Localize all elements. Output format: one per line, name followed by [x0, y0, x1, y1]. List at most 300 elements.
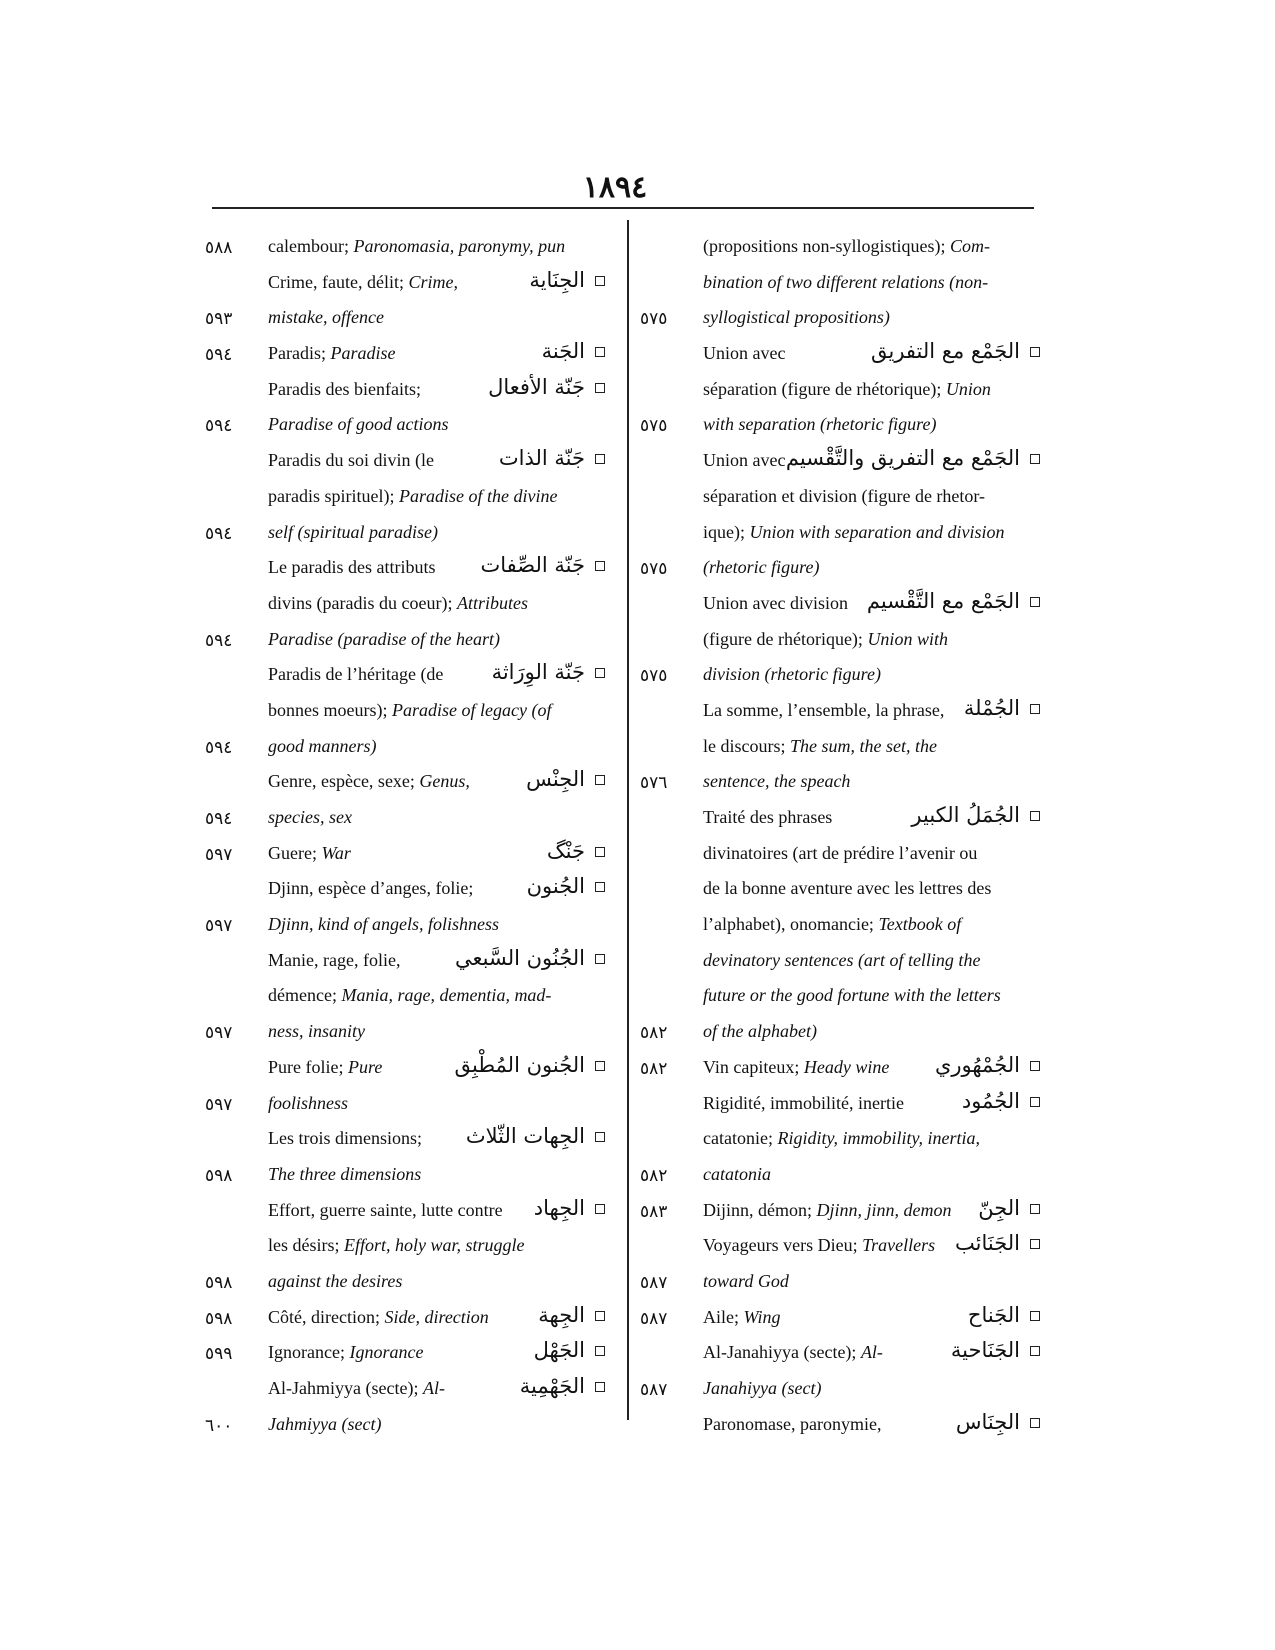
arabic-term-text: الجِهاد — [533, 1195, 585, 1220]
english-definition: catatonia — [703, 1163, 771, 1184]
entry-text — [268, 664, 443, 685]
french-definition: Dijinn, démon; — [703, 1199, 817, 1220]
entry-text — [703, 843, 977, 864]
entry-text — [268, 414, 449, 435]
column-divider — [627, 220, 629, 1420]
english-definition: Djinn, jinn, demon — [816, 1199, 952, 1220]
entry-line — [205, 1265, 615, 1301]
arabic-term — [955, 1231, 1040, 1255]
english-definition: Union with — [867, 628, 948, 649]
entry-line — [640, 480, 1040, 516]
entry-line — [640, 1372, 1040, 1408]
french-definition: séparation (figure de rhétorique); — [703, 378, 946, 399]
entry-text — [703, 1307, 781, 1328]
french-definition: Paradis; — [268, 343, 331, 364]
french-definition: Union avec division — [703, 592, 848, 613]
french-definition: Ignorance; — [268, 1342, 350, 1363]
page-reference: ٥٩٤ — [205, 523, 233, 544]
entry-line — [640, 1051, 1040, 1087]
french-definition: Genre, espèce, sexe; — [268, 771, 420, 792]
entry-line — [640, 730, 1040, 766]
french-definition: Rigidité, immobilité, inertie — [703, 1092, 904, 1113]
french-definition: les désirs; — [268, 1235, 344, 1256]
entry-bullet-icon — [1030, 1346, 1040, 1356]
entry-line — [205, 444, 615, 480]
entry-line — [205, 694, 615, 730]
entry-bullet-icon — [1030, 347, 1040, 357]
english-definition: ness, insanity — [268, 1021, 365, 1042]
french-definition: Paronomase, paronymie, — [703, 1413, 882, 1434]
entry-text — [268, 1307, 489, 1328]
french-definition: séparation et division (figure de rhetor- — [703, 485, 986, 506]
entry-bullet-icon — [595, 1061, 605, 1071]
english-definition: Al- — [860, 1342, 883, 1363]
arabic-term-text: الجِنَاية — [529, 267, 585, 292]
entry-line — [640, 516, 1040, 552]
right-column — [640, 230, 1040, 1443]
entry-text — [703, 914, 961, 935]
arabic-term — [492, 660, 605, 684]
arabic-term-text: الجَنَاحية — [950, 1338, 1020, 1363]
french-definition: Pure folie; — [268, 1056, 348, 1077]
english-definition: Com- — [950, 236, 990, 256]
entry-text — [703, 1414, 881, 1435]
entry-text — [268, 950, 400, 971]
entry-text — [268, 557, 435, 578]
french-definition: Paradis de l’héritage (de — [268, 664, 444, 685]
entry-line — [640, 266, 1040, 302]
french-definition: Le paradis des attributs — [268, 557, 436, 578]
arabic-term — [481, 553, 606, 577]
entry-text — [268, 343, 396, 364]
entry-text — [703, 807, 832, 828]
french-definition: ique); — [703, 521, 750, 542]
arabic-term — [520, 1374, 605, 1398]
entry-line — [640, 587, 1040, 623]
page-reference: ٥٩٨ — [205, 1165, 233, 1186]
entry-text — [703, 1271, 789, 1292]
arabic-term-text: الجِنَاس — [955, 1409, 1020, 1434]
entry-text — [268, 1414, 381, 1435]
english-definition: Djinn, kind of angels, folishness — [268, 914, 499, 935]
entry-text — [268, 272, 458, 293]
arabic-term — [534, 1338, 605, 1362]
french-definition: Côté, direction; — [268, 1306, 385, 1327]
english-definition: against the desires — [268, 1270, 403, 1291]
english-definition: Side, direction — [384, 1306, 489, 1327]
entry-line — [640, 1158, 1040, 1194]
page-reference: ٥٨٣ — [640, 1201, 668, 1222]
french-definition: Paradis des bienfaits; — [268, 378, 421, 399]
entry-text — [703, 1128, 980, 1149]
arabic-term — [956, 1410, 1040, 1434]
entry-line — [205, 730, 615, 766]
entry-line — [205, 1051, 615, 1087]
page-reference: ٥٩٤ — [205, 809, 233, 829]
page-reference: ٥٧٥ — [640, 559, 668, 580]
english-definition: Union with separation and division — [749, 521, 1005, 542]
entry-bullet-icon — [1030, 1097, 1040, 1107]
arabic-term-text: الجِنّ — [978, 1195, 1020, 1220]
arabic-term-text: الجَمْع مع التفريق — [870, 339, 1020, 364]
english-definition: Crime, — [408, 271, 458, 292]
english-definition: of the alphabet) — [703, 1021, 817, 1042]
entry-text — [268, 1164, 421, 1185]
page-reference: ٥٩٤ — [205, 737, 233, 758]
arabic-term-text: الجِهات الثّلاث — [465, 1124, 585, 1149]
entry-line — [640, 1194, 1040, 1230]
entry-line — [205, 1229, 615, 1265]
english-definition: Paradise of the divine — [398, 485, 558, 506]
arabic-term — [499, 446, 605, 470]
french-definition: Traité des phrases — [703, 807, 833, 827]
english-definition: Jahmiyya (sect) — [268, 1413, 382, 1434]
arabic-term — [542, 339, 605, 363]
page-reference: ٥٨٢ — [640, 1165, 668, 1186]
entry-text — [703, 272, 988, 293]
english-definition: Heady wine — [803, 1056, 890, 1077]
page-reference: ٥٧٥ — [640, 666, 668, 687]
english-definition: devinatory sentences (art of telling the — [703, 949, 981, 970]
entry-line — [640, 1408, 1040, 1444]
entry-text — [703, 1021, 817, 1042]
english-definition: Mania, rage, dementia, mad- — [341, 985, 552, 1006]
entry-line — [640, 301, 1040, 337]
entry-text — [703, 379, 991, 400]
arabic-term — [526, 767, 605, 791]
entry-line — [640, 694, 1040, 730]
english-definition: War — [321, 842, 351, 863]
entry-text — [703, 1342, 883, 1363]
arabic-term-text: الجَهْل — [533, 1338, 585, 1363]
english-definition: self (spiritual paradise) — [268, 521, 438, 542]
english-definition: Paronomasia, paronymy, pun — [353, 236, 566, 256]
arabic-term — [455, 946, 605, 970]
arabic-term-text: الجُنُون السَّبعي — [454, 945, 585, 970]
entry-bullet-icon — [595, 1204, 605, 1214]
french-definition: La somme, l’ensemble, la phrase, — [703, 699, 945, 720]
french-definition: Vin capiteux; — [703, 1056, 804, 1077]
arabic-term-text: جَنّة الوِرَاثة — [491, 660, 585, 685]
page-reference: ٥٨٨ — [205, 238, 233, 258]
entry-text — [268, 1021, 365, 1042]
entry-line — [205, 266, 615, 302]
french-definition: Al-Janahiyya (secte); — [703, 1342, 861, 1363]
arabic-term-text: جَنّة الذات — [498, 446, 585, 471]
page-reference: ٥٧٦ — [640, 773, 668, 794]
entry-text — [703, 1057, 889, 1078]
arabic-term — [968, 1303, 1040, 1327]
arabic-term — [867, 589, 1040, 613]
entry-bullet-icon — [595, 847, 605, 857]
english-definition: Paradise (paradise of the heart) — [268, 628, 500, 649]
entry-bullet-icon — [595, 1382, 605, 1392]
entry-bullet-icon — [1030, 1239, 1040, 1249]
entry-text — [703, 486, 985, 507]
arabic-term-text: الجِنْس — [526, 767, 585, 792]
entry-bullet-icon — [595, 1346, 605, 1356]
french-definition: paradis spirituel); — [268, 485, 399, 506]
entry-bullet-icon — [1030, 811, 1040, 821]
arabic-term — [911, 803, 1040, 827]
arabic-term-text: الجَناح — [967, 1302, 1020, 1327]
entry-text — [268, 629, 500, 650]
english-definition: Janahiyya (sect) — [703, 1378, 822, 1398]
entry-line — [640, 1265, 1040, 1301]
entry-text — [268, 236, 565, 257]
english-definition: (rhetoric figure) — [703, 557, 820, 578]
arabic-term — [951, 1338, 1040, 1362]
entry-line — [640, 444, 1040, 480]
arabic-term-text: الجُمْلة — [963, 695, 1020, 720]
page-reference: ٥٨٧ — [640, 1380, 668, 1400]
english-definition: Effort, holy war, struggle — [344, 1235, 525, 1256]
entry-text — [703, 1093, 904, 1114]
french-definition: Manie, rage, folie, — [268, 949, 401, 970]
english-definition: Ignorance — [349, 1342, 424, 1363]
entry-line — [205, 623, 615, 659]
arabic-term-text: جَنّة الصِّفات — [480, 553, 585, 578]
arabic-term — [978, 1196, 1040, 1220]
entry-line — [205, 408, 615, 444]
page-reference: ٥٩٤ — [205, 345, 233, 366]
entry-text — [268, 843, 351, 864]
arabic-term — [466, 1124, 605, 1148]
entry-text — [703, 985, 1001, 1006]
entry-line — [205, 587, 615, 623]
entry-bullet-icon — [595, 882, 605, 892]
entry-line — [205, 373, 615, 409]
entry-line — [640, 1301, 1040, 1337]
entry-line — [640, 1336, 1040, 1372]
entry-line — [640, 872, 1040, 908]
entry-text — [703, 700, 944, 721]
french-definition: Djinn, espèce d’anges, folie; — [268, 878, 474, 899]
entry-text — [268, 1271, 402, 1292]
entry-text — [703, 414, 937, 435]
entry-line — [640, 230, 1040, 266]
english-definition: Pure — [347, 1056, 383, 1077]
entry-text — [268, 1378, 445, 1399]
english-definition: Attributes — [456, 592, 528, 613]
english-definition: Rigidity, immobility, inertia, — [777, 1128, 980, 1149]
english-definition: Paradise — [330, 343, 396, 364]
entry-text — [268, 1235, 525, 1256]
page-number: ١٨٩٤ — [582, 171, 648, 204]
entry-line — [205, 1408, 615, 1444]
french-definition: divins (paradis du coeur); — [268, 592, 457, 613]
english-definition: The sum, the set, the — [790, 735, 937, 756]
entry-text — [703, 307, 890, 328]
entry-bullet-icon — [595, 954, 605, 964]
arabic-term-text: الجَمْع مع التَّقْسيم — [866, 588, 1020, 613]
entry-line — [205, 1372, 615, 1408]
english-definition: sentence, the speach — [703, 771, 851, 792]
page-reference: ٥٩٧ — [205, 916, 233, 937]
page-reference: ٥٩٨ — [205, 1272, 233, 1293]
entry-text — [268, 522, 438, 543]
arabic-term — [529, 268, 605, 292]
entry-line — [640, 337, 1040, 373]
entry-text — [268, 878, 473, 899]
entry-text — [703, 629, 948, 650]
page-reference: ٥٩٧ — [205, 1094, 233, 1115]
entry-text — [268, 593, 528, 614]
entry-line — [205, 801, 615, 837]
entry-text — [703, 593, 848, 614]
page-reference: ٥٩٧ — [205, 844, 233, 865]
entry-text — [268, 807, 352, 828]
header-rule — [212, 207, 1034, 209]
english-definition: syllogistical propositions) — [703, 307, 890, 328]
entry-line — [205, 1015, 615, 1051]
english-definition: Genus, — [419, 771, 470, 792]
entry-line — [640, 658, 1040, 694]
entry-text — [703, 736, 937, 757]
english-definition: division (rhetoric figure) — [703, 664, 881, 685]
entry-bullet-icon — [595, 561, 605, 571]
arabic-term-text: الجَنة — [541, 339, 585, 364]
french-definition: Les trois dimensions; — [268, 1128, 422, 1149]
page-reference: ٥٨٧ — [640, 1308, 668, 1329]
entry-text — [268, 736, 377, 757]
entry-text — [703, 664, 881, 685]
entry-bullet-icon — [595, 668, 605, 678]
arabic-term-text: الجَهْمِية — [519, 1374, 585, 1398]
french-definition: Union avec — [703, 450, 786, 471]
arabic-term-text: الجُمْهُوري — [934, 1052, 1020, 1077]
entry-line — [205, 837, 615, 873]
arabic-term-text: جَنْگ — [546, 838, 585, 863]
entry-text — [268, 1200, 503, 1221]
arabic-term — [534, 1196, 605, 1220]
entry-line — [205, 1087, 615, 1123]
english-definition: toward God — [703, 1270, 789, 1291]
english-definition: Travellers — [862, 1235, 936, 1256]
arabic-term — [454, 1053, 605, 1077]
entry-line — [205, 908, 615, 944]
left-column — [205, 230, 615, 1443]
entry-text — [703, 1164, 771, 1185]
page-reference: ٦٠٠ — [205, 1415, 233, 1436]
english-definition: foolishness — [268, 1092, 349, 1113]
entry-line — [640, 551, 1040, 587]
entry-bullet-icon — [1030, 454, 1040, 464]
entry-text — [703, 950, 980, 971]
arabic-term-text: الجُمَلُ الكبير — [911, 803, 1020, 827]
arabic-term-text: الجَمْع مع التفريق والتَّقْسيم — [785, 446, 1020, 471]
french-definition: Paradis du soi divin (le — [268, 450, 434, 471]
entry-bullet-icon — [595, 454, 605, 464]
french-definition: (propositions non-syllogistiques); — [703, 236, 950, 256]
arabic-term — [538, 1303, 605, 1327]
english-definition: mistake, offence — [268, 307, 384, 328]
entry-line — [640, 801, 1040, 837]
entry-line — [205, 658, 615, 694]
entry-text — [268, 450, 434, 471]
english-definition: Paradise of good actions — [268, 414, 449, 435]
entry-line — [205, 230, 615, 266]
arabic-term-text: الجُنون المُطْبِق — [454, 1052, 585, 1077]
entry-text — [703, 343, 785, 364]
arabic-term — [964, 696, 1040, 720]
entry-line — [205, 1194, 615, 1230]
english-definition: future or the good fortune with the letters — [703, 985, 1001, 1006]
entry-text — [703, 771, 850, 792]
french-definition: le discours; — [703, 735, 790, 756]
english-definition: Union — [945, 378, 991, 399]
entry-bullet-icon — [1030, 1311, 1040, 1321]
french-definition: Crime, faute, délit; — [268, 271, 409, 292]
entry-text — [703, 1235, 935, 1256]
entry-bullet-icon — [595, 276, 605, 286]
french-definition: l’alphabet), onomancie; — [703, 914, 879, 935]
entry-line — [205, 1336, 615, 1372]
arabic-term — [962, 1089, 1040, 1113]
english-definition: Paradise of legacy (of — [391, 699, 552, 720]
entry-line — [640, 1087, 1040, 1123]
english-definition: Wing — [743, 1306, 781, 1327]
entry-text — [268, 771, 470, 792]
entry-text — [268, 985, 551, 1006]
entry-line — [205, 1122, 615, 1158]
entry-bullet-icon — [595, 1132, 605, 1142]
entry-line — [640, 1122, 1040, 1158]
arabic-term — [547, 839, 605, 863]
french-definition: Voyageurs vers Dieu; — [703, 1235, 863, 1256]
page-reference: ٥٨٢ — [640, 1023, 668, 1044]
english-definition: good manners) — [268, 735, 377, 756]
french-definition: de la bonne aventure avec les lettres des — [703, 878, 992, 899]
english-definition: The three dimensions — [268, 1163, 422, 1184]
arabic-term — [935, 1053, 1040, 1077]
entry-line — [205, 944, 615, 980]
entry-text — [703, 522, 1005, 543]
entry-line — [205, 337, 615, 373]
entry-text — [268, 1057, 382, 1078]
entry-line — [640, 623, 1040, 659]
entry-text — [703, 450, 785, 471]
arabic-term — [786, 446, 1040, 470]
page-reference: ٥٨٢ — [640, 1058, 668, 1079]
french-definition: (figure de rhétorique); — [703, 628, 868, 649]
entry-line — [640, 944, 1040, 980]
entry-line — [205, 765, 615, 801]
entry-line — [640, 765, 1040, 801]
entry-text — [268, 1342, 423, 1363]
entry-bullet-icon — [595, 1311, 605, 1321]
entry-line — [205, 1301, 615, 1337]
page-reference: ٥٧٥ — [640, 416, 668, 437]
entry-text — [268, 307, 384, 328]
entry-bullet-icon — [595, 775, 605, 785]
page-reference: ٥٨٧ — [640, 1272, 668, 1293]
french-definition: catatonie; — [703, 1128, 778, 1149]
page-reference: ٥٩٧ — [205, 1023, 233, 1044]
arabic-term-text: الجِهة — [538, 1302, 585, 1327]
entry-text — [703, 1378, 821, 1399]
entry-bullet-icon — [1030, 704, 1040, 714]
entry-line — [205, 480, 615, 516]
page-reference: ٥٩٤ — [205, 416, 233, 437]
arabic-term-text: الجُمُود — [961, 1088, 1020, 1113]
entry-line — [205, 872, 615, 908]
arabic-term-text: الجَنَائب — [955, 1231, 1020, 1256]
french-definition: Union avec — [703, 343, 786, 364]
entry-text — [268, 486, 557, 507]
english-definition: Textbook of — [878, 914, 962, 935]
arabic-term — [527, 874, 605, 898]
